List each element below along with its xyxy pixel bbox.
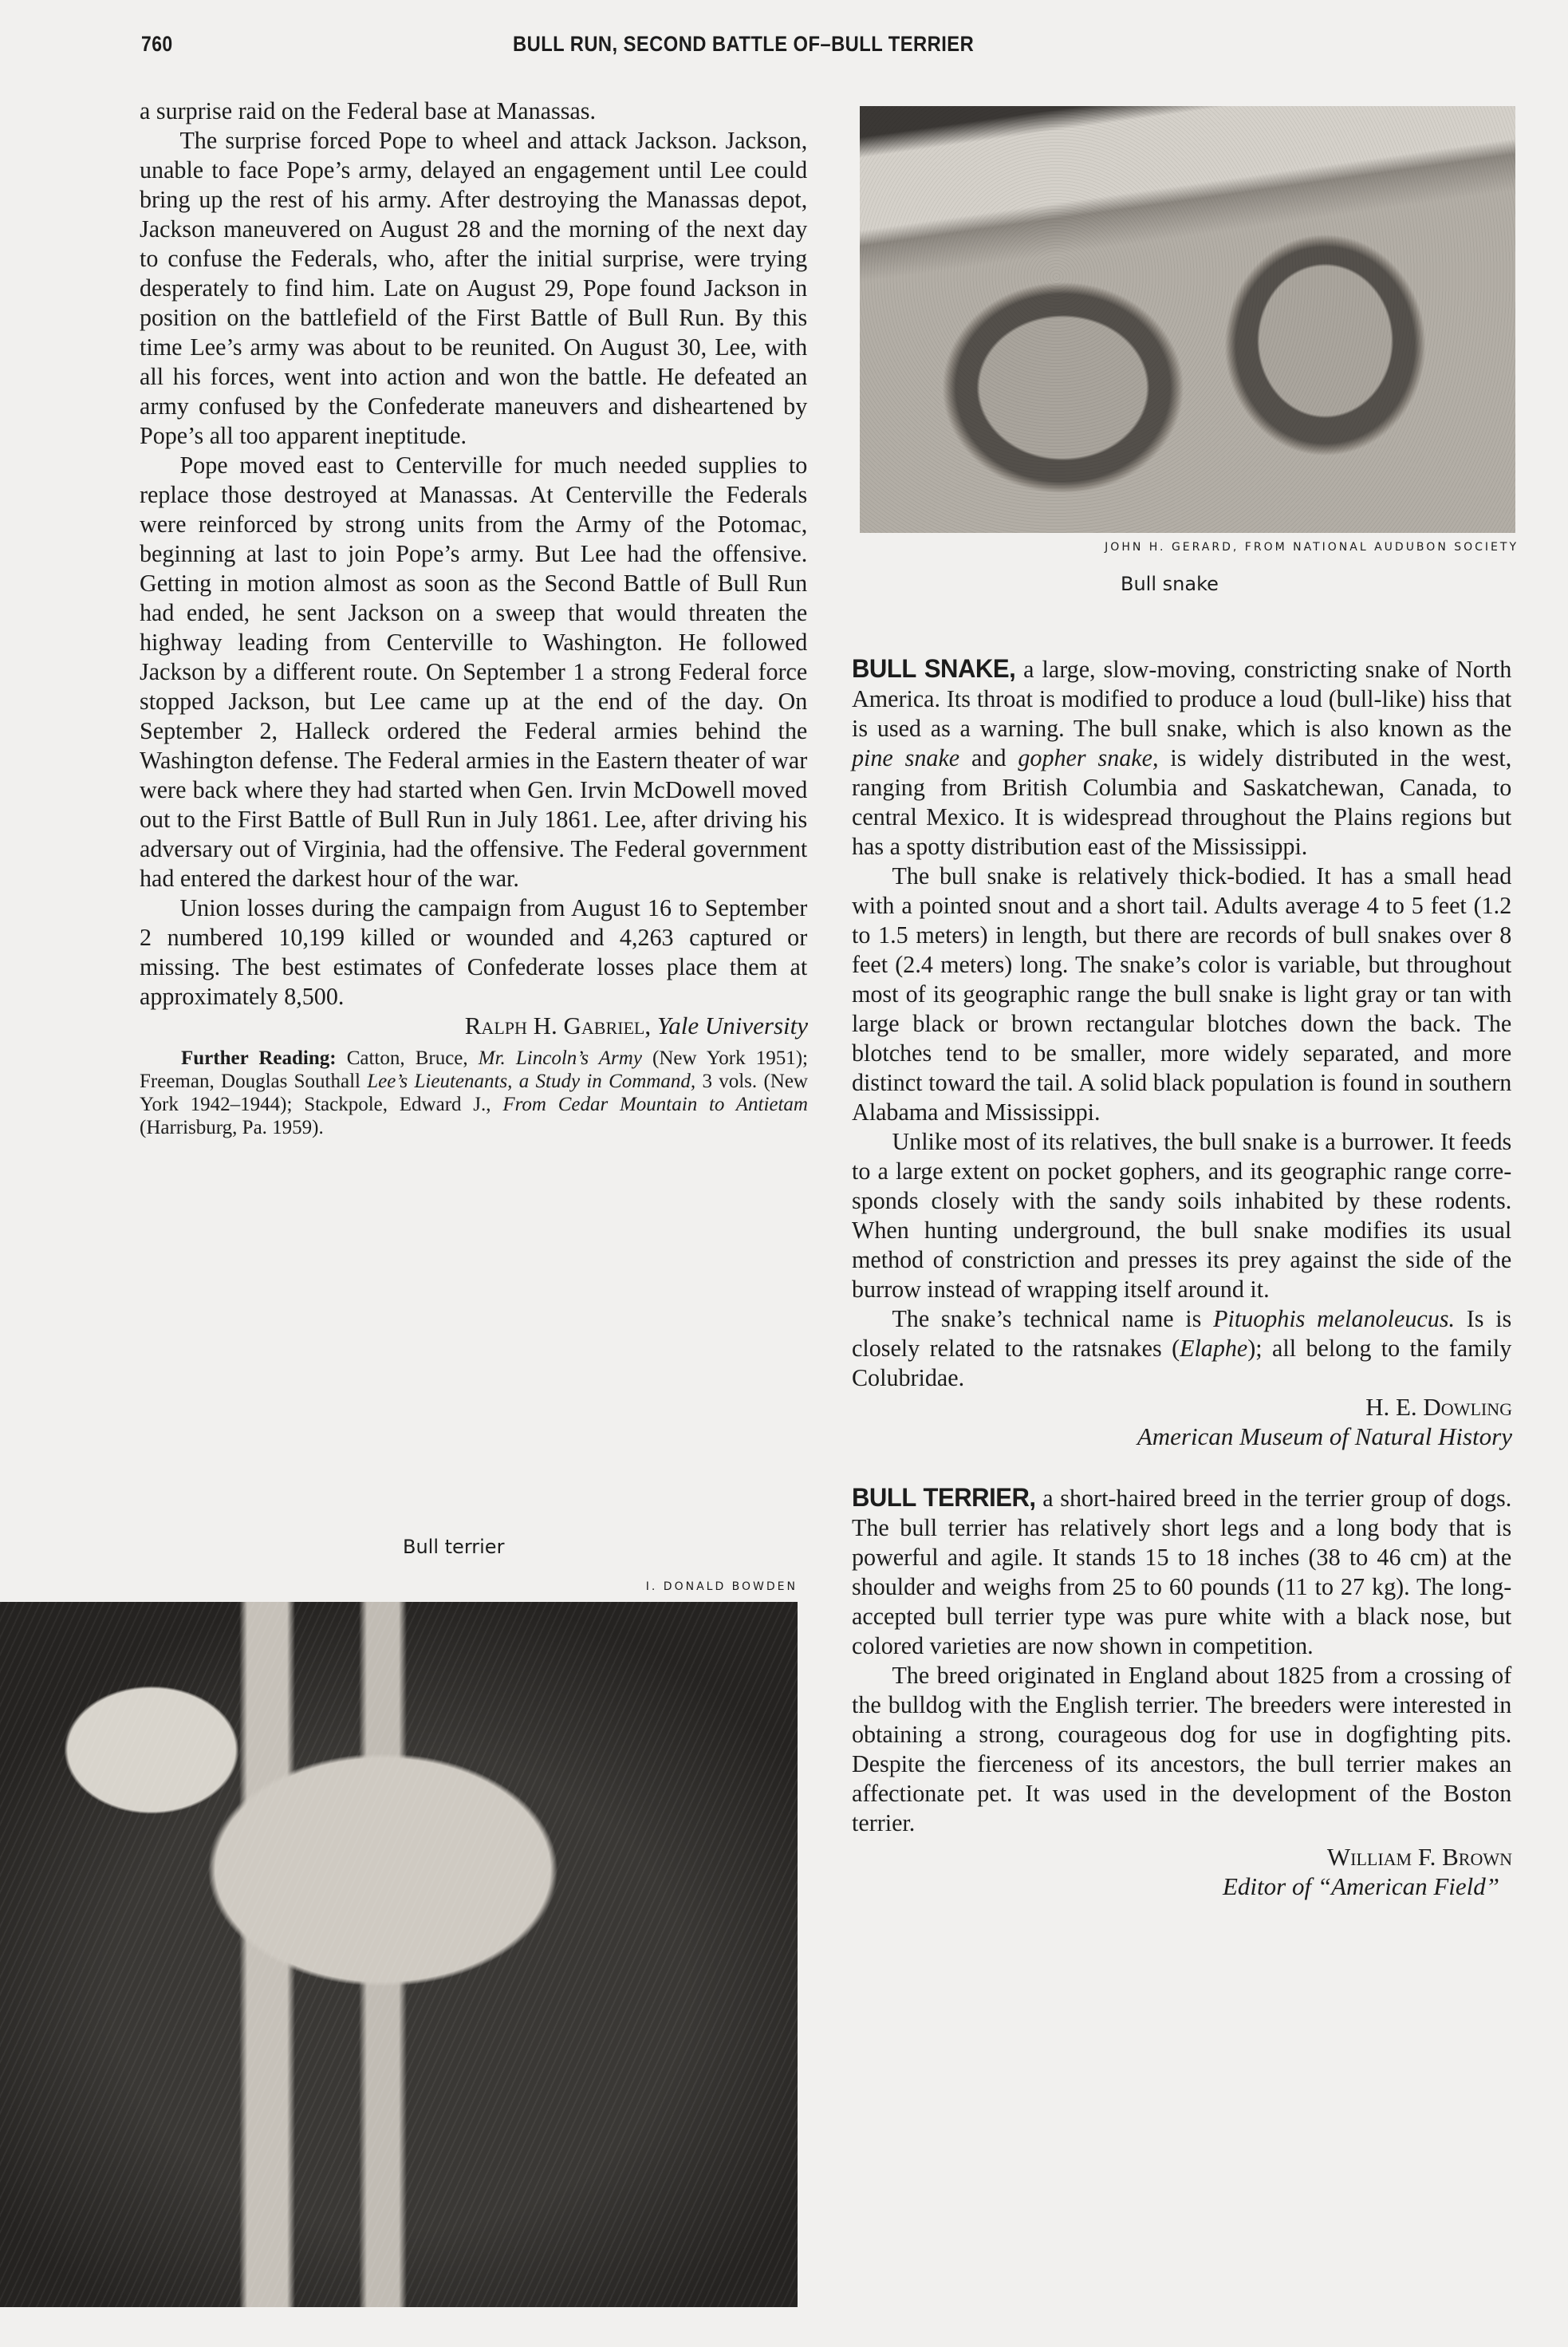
photo-credit: I. DONALD BOWDEN bbox=[645, 1580, 798, 1593]
text-run: a large, slow-moving, constricting snake of North America. Its throat is modified to produce a loud (bull-like) hiss that is used as a warning. The bull snake, which is also known as the bbox=[852, 655, 1512, 742]
running-head bbox=[0, 32, 1568, 64]
paragraph: Unlike most of its relatives, the bull snake is a burrower. It feeds to a large extent on pocket gophers, and its geographic range corresponds closely with the sandy soils inhabited by these rodents. When hunting underground, the bull snake modifies its usual method of constriction and presses its prey against the side of the burrow instead of wrapping itself around it. bbox=[852, 1127, 1512, 1303]
further-reading bbox=[140, 1047, 808, 1139]
author-signature bbox=[852, 1842, 1512, 1901]
page-number: 760 bbox=[141, 32, 173, 56]
text-run: is widely distributed in the west, ranging from British Columbia and Saskatchewan, Canada, to central Mexico. It is widespread throughout the Plains regions but has a spotty distribution east of the Mississippi. bbox=[852, 744, 1512, 860]
author-affiliation: Yale University bbox=[656, 1012, 808, 1039]
article-column-right bbox=[852, 654, 1512, 1901]
article-bull-snake bbox=[852, 654, 1512, 1451]
entry-heading: BULL SNAKE, bbox=[852, 654, 1016, 683]
paragraph: The bull snake is relatively thick-bodied. It has a small head with a pointed snout and a short tail. Adults average 4 to 5 feet (1.2 to 1.5 meters) in length, but there are records of bull snakes over 8 feet (2.4 meters) long. The snake’s color is variable, but throughout most of its geographic range the bull snake is light gray or tan with large black or brown rectangular blotches down the back. The blotches tend to be smaller, more widely separated, and more distinct toward the tail. A solid black population is found in southern Alabama and Mississippi. bbox=[852, 862, 1512, 1126]
reference-title: Lee’s Lieutenants, a Study in Command, bbox=[367, 1071, 696, 1092]
paragraph: The breed originated in England about 1825 from a crossing of the bulldog with the English terrier. The breeders were interested in obtaining a strong, courageous dog for use in dogfighting pits. Despite the fierceness of its ancestors, the bull terrier makes an affectionate pet. It was used in the development of the Boston terrier. bbox=[852, 1661, 1512, 1836]
paragraph: The surprise forced Pope to wheel and attack Jackson. Jackson, unable to face Pope’s army, delayed an engagement until Lee could bring up the rest of his army. After destroying the Manassas depot, Jackson maneuvered on August 28 and the morning of the next day to confuse the Federals, who, after the initial surprise, were trying desperately to find him. Late on August 29, Pope found Jackson in position on the battlefield of the First Battle of Bull Run. By this time Lee’s army was about to be reunited. On August 30, Lee, with all his forces, went into action and won the battle. He defeated an army confused by the Confederate maneuvers and disheartened by Pope’s all too apparent ineptitude. bbox=[140, 126, 808, 449]
page-title: BULL RUN, SECOND BATTLE OF–BULL TERRIER bbox=[513, 32, 975, 56]
text-run: and bbox=[959, 744, 1018, 771]
text-run: Is is closely related to the ratsnakes ( bbox=[852, 1304, 1512, 1362]
author-affiliation: Editor of “American Field” bbox=[1222, 1872, 1499, 1900]
italic-term: gopher snake, bbox=[1018, 744, 1159, 771]
reference-author: Freeman, Douglas Southall bbox=[140, 1071, 368, 1092]
entry-heading: BULL TERRIER, bbox=[852, 1483, 1036, 1512]
reference-author: Stackpole, Edward J., bbox=[304, 1094, 503, 1115]
text-run: ); all belong to the family Colubridae. bbox=[852, 1334, 1512, 1391]
reference-details: 3 vols. (New York 1942–1944); bbox=[140, 1071, 808, 1115]
reference-author: Catton, Bruce, bbox=[346, 1047, 479, 1069]
author-signature bbox=[140, 1011, 808, 1040]
text-run: The snake’s technical name is bbox=[892, 1304, 1214, 1332]
article-bull-run bbox=[140, 96, 808, 1139]
reference-details: (New York 1951); bbox=[641, 1047, 809, 1069]
paragraph bbox=[852, 654, 1511, 861]
author-name: Ralph H. Gabriel, bbox=[464, 1012, 652, 1039]
photo-caption: Bull terrier bbox=[403, 1536, 505, 1558]
bull-terrier-photo bbox=[0, 1602, 798, 2307]
paragraph: Union losses during the campaign from August 16 to September 2 numbered 10,199 killed or wounded and 4,263 captured or missing. The best estimates of Confederate losses place them at approximately 8,500. bbox=[140, 893, 808, 1010]
paragraph: a surprise raid on the Federal base at Manassas. bbox=[140, 97, 596, 124]
paragraph bbox=[852, 1483, 1511, 1660]
author-name: H. E. Dowling bbox=[1365, 1393, 1512, 1421]
further-reading-label: Further Reading: bbox=[181, 1047, 337, 1069]
paragraph: Pope moved east to Centerville for much needed supplies to replace those destroyed at Manassas. At Centerville the Federals were reinforced by strong units from the Army of the Potomac, beginning at last to join Pope’s army. But Lee had the offensive. Getting in motion almost as soon as the Second Battle of Bull Run had ended, he sent Jackson on a sweep that would threaten the highway leading from Centerville to Washington. He followed Jackson by a different route. On September 1 a strong Federal force stopped Jackson, but Lee came up at the end of the day. On September 2, Halleck ordered the Federal armies behind the Washington defense. The Federal armies in the Eastern theater of war were back where they had started when Gen. Irvin McDowell moved out to the First Battle of Bull Run in July 1861. Lee, after driving his adversary out of Virginia, had the offensive. The Federal government had entered the darkest hour of the war. bbox=[140, 451, 808, 892]
scientific-name: Pituophis melanoleucus. bbox=[1213, 1304, 1455, 1332]
reference-title: From Cedar Mountain to Antietam bbox=[502, 1094, 808, 1115]
photo-caption: Bull snake bbox=[1121, 573, 1219, 595]
italic-term: pine snake bbox=[852, 744, 960, 771]
reference-title: Mr. Lincoln’s Army bbox=[478, 1047, 642, 1069]
bull-snake-photo bbox=[860, 106, 1515, 533]
text-run: a short-haired breed in the terrier group of dogs. The bull terrier has relatively short legs and a long body that is powerful and agile. It stands 15 to 18 inches (38 to 46 cm) at the shoulder and weighs from 25 to 60 pounds (11 to 27 kg). The long-accepted bull terrier type was pure white with a black nose, but colored varieties are now shown in competition. bbox=[852, 1484, 1512, 1659]
scientific-name: Elaphe bbox=[1180, 1334, 1248, 1362]
article-bull-terrier bbox=[852, 1483, 1512, 1901]
author-signature bbox=[852, 1392, 1512, 1451]
reference-details: (Harrisburg, Pa. 1959). bbox=[140, 1117, 324, 1138]
author-affiliation: American Museum of Natural History bbox=[1137, 1422, 1512, 1450]
paragraph bbox=[852, 1304, 1511, 1392]
photo-credit: JOHN H. GERARD, FROM NATIONAL AUDUBON SOCIETY bbox=[1105, 541, 1519, 554]
author-name: William F. Brown bbox=[1326, 1843, 1512, 1871]
